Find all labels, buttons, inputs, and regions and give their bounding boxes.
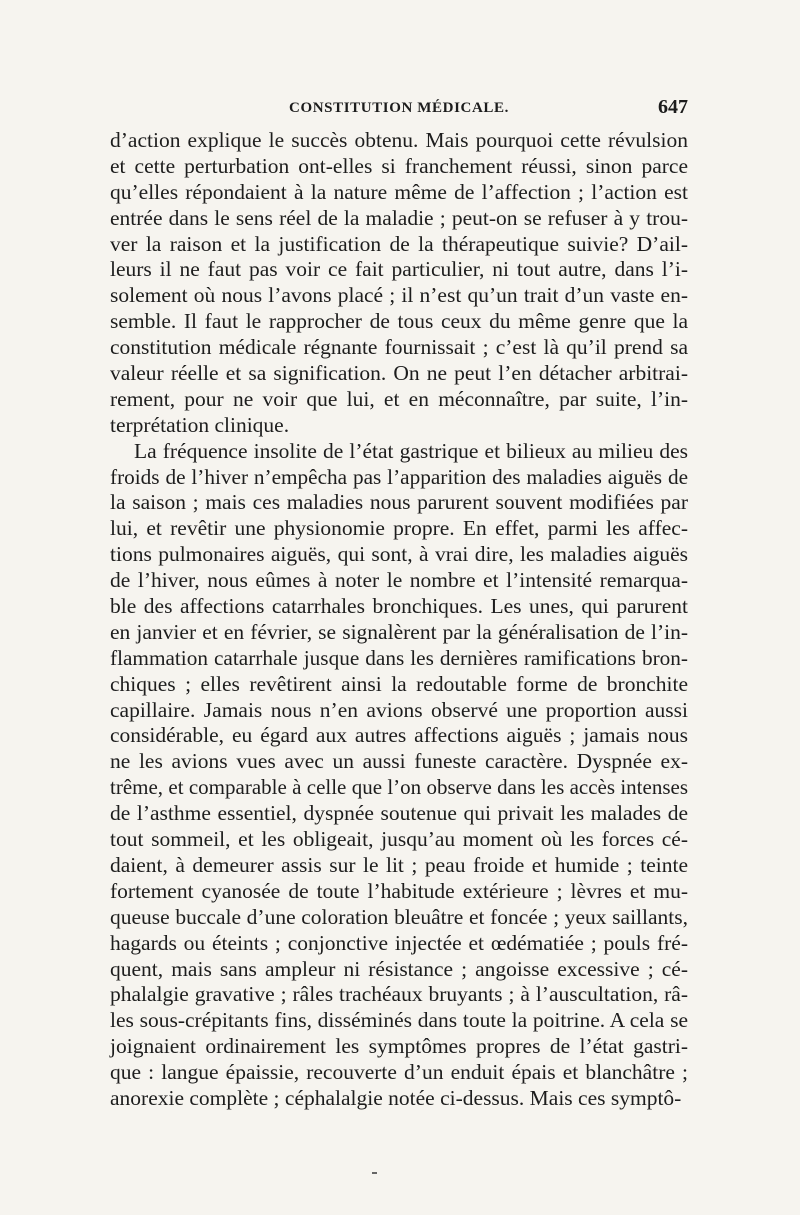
text-line: leurs il ne faut pas voir ce fait particulier, ni tout autre, dans l’i- [110,257,688,282]
text-line: ne les avions vues avec un aussi funeste caractère. Dyspnée ex- [110,749,688,774]
running-head [110,96,688,126]
text-line: daient, à demeurer assis sur le lit ; peau froide et humide ; teinte [110,852,688,877]
text-line: froids de l’hiver n’empêcha pas l’apparition des maladies aiguës de [110,464,688,489]
text-line: terprétation clinique. [110,412,290,437]
text-line: constitution médicale régnante fournissait ; c’est là qu’il prend sa [110,335,688,360]
text-line: phalalgie gravative ; râles trachéaux bruyants ; à l’auscultation, râ- [110,982,688,1007]
text-line: solement où nous l’avons placé ; il n’est qu’un trait d’un vaste en- [110,283,688,308]
text-line: trême, et comparable à celle que l’on observe dans les accès intenses [110,775,688,800]
text-line: chiques ; elles revêtirent ainsi la redoutable forme de bronchite [110,671,688,696]
text-line: que : langue épaissie, recouverte d’un enduit épais et blanchâtre ; [110,1060,688,1085]
running-title: CONSTITUTION MÉDICALE. [289,100,509,116]
text-line: rement, pour ne voir que lui, et en méconnaître, par suite, l’in- [110,386,688,411]
text-line: valeur réelle et sa signification. On ne peut l’en détacher arbitrai- [110,361,688,386]
text-line: capillaire. Jamais nous n’en avions observé une proportion aussi [110,697,688,722]
body-text [110,128,688,1112]
text-line: anorexie complète ; céphalalgie notée ci-dessus. Mais ces symptô- [110,1085,682,1110]
text-line: flammation catarrhale jusque dans les dernières ramifications bron- [110,645,688,670]
text-line: ver la raison et la justification de la thérapeutique suivie? D’ail- [110,231,688,256]
text-line: d’action explique le succès obtenu. Mais pourquoi cette révulsion [110,128,688,152]
text-line: et cette perturbation ont-elles si franchement réussi, sinon parce [110,153,688,178]
text-line: queuse buccale d’une coloration bleuâtre et foncée ; yeux saillants, [110,904,688,929]
text-line: fortement cyanosée de toute l’habitude extérieure ; lèvres et mu- [110,878,688,903]
text-line: tout sommeil, et les obligeait, jusqu’au moment où les forces cé- [110,827,688,852]
text-line: qu’elles répondaient à la nature même de l’affection ; l’action est [110,179,688,204]
text-line: considérable, eu égard aux autres affections aiguës ; jamais nous [110,723,688,748]
text-line: de l’asthme essentiel, dyspnée soutenue qui privait les malades de [110,801,688,826]
text-line: joignaient ordinairement les symptômes propres de l’état gastri- [110,1034,688,1059]
text-line: tions pulmonaires aiguës, qui sont, à vrai dire, les maladies aiguës [110,542,688,567]
paragraph [110,439,688,1112]
page-number: 647 [658,96,688,118]
text-line: lui, et revêtir une physionomie propre. En effet, parmi les affec- [110,516,688,541]
paragraph [110,128,688,439]
text-line: les sous-crépitants fins, disséminés dans toute la poitrine. A cela se [110,1008,688,1033]
text-line: ble des affections catarrhales bronchiques. Les unes, qui parurent [110,594,688,619]
print-mark [372,1172,377,1174]
text-line: La fréquence insolite de l’état gastrique et bilieux au milieu des [134,438,688,463]
text-line: de l’hiver, nous eûmes à noter le nombre et l’intensité remarqua- [110,568,688,593]
text-line: en janvier et en février, se signalèrent par la généralisation de l’in- [110,619,688,644]
text-line: la saison ; mais ces maladies nous parurent souvent modifiées par [110,490,688,515]
text-line: hagards ou éteints ; conjonctive injectée et œdématiée ; pouls fré- [110,930,688,955]
text-line: quent, mais sans ampleur ni résistance ; angoisse excessive ; cé- [110,956,688,981]
text-line: entrée dans le sens réel de la maladie ; peut-on se refuser à y trou- [110,205,688,230]
text-line: semble. Il faut le rapprocher de tous ceux du même genre que la [110,309,688,334]
